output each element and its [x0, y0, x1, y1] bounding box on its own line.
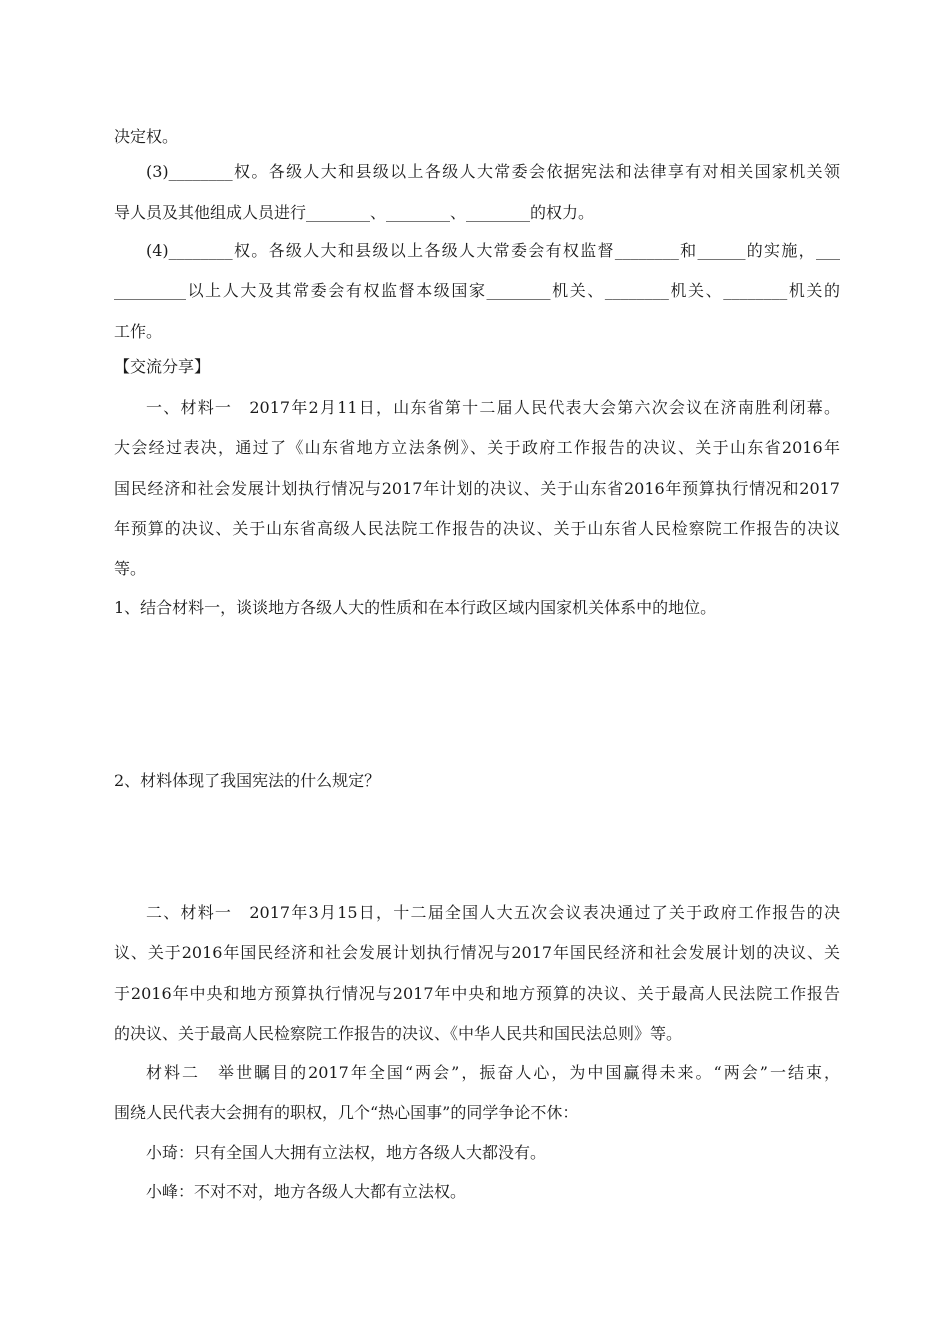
material-one-line: 大会经过表决，通过了《山东省地方立法条例》、关于政府工作报告的决议、关于山东省2016年 [114, 438, 840, 457]
dialogue-line: 小峰：不对不对，地方各级人大都有立法权。 [146, 1182, 467, 1201]
material-one-line: 等。 [114, 559, 147, 578]
fill-in-line-4: _________以上人大及其常委会有权监督本级国家________机关、________机关、________机关的 [114, 281, 840, 300]
fill-in-line-2: 导人员及其他组成人员进行________、________、________的权力。 [114, 203, 595, 222]
material-two-line: 于2016年中央和地方预算执行情况与2017年中央和地方预算的决议、关于最高人民法院工作报告 [114, 984, 840, 1003]
material-two-sub-line: 材料二 举世瞩目的2017年全国“两会”，振奋人心，为中国赢得未来。“两会”一结束， [146, 1063, 840, 1082]
question-2: 2、材料体现了我国宪法的什么规定？ [114, 771, 381, 790]
material-one-line: 年预算的决议、关于山东省高级人民法院工作报告的决议、关于山东省人民检察院工作报告的决议 [114, 519, 840, 538]
material-one-line: 一、材料一 2017年2月11日，山东省第十二届人民代表大会第六次会议在济南胜利闭幕。 [146, 398, 840, 417]
material-two-line: 二、材料一 2017年3月15日，十二届全国人大五次会议表决通过了关于政府工作报告的决 [146, 903, 840, 922]
fill-in-line-0: 决定权。 [114, 127, 179, 146]
question-1: 1、结合材料一，谈谈地方各级人大的性质和在本行政区域内国家机关体系中的地位。 [114, 598, 717, 617]
material-two-sub-line: 围绕人民代表大会拥有的职权，几个“热心国事”的同学争论不休： [114, 1103, 579, 1122]
material-one-line: 国民经济和社会发展计划执行情况与2017年计划的决议、关于山东省2016年预算执行情况和2017 [114, 479, 840, 498]
fill-in-line-3: (4)________权。各级人大和县级以上各级人大常委会有权监督________和______的实施，___ [146, 241, 840, 260]
fill-in-line-5: 工作。 [114, 322, 163, 341]
dialogue-line: 小琦：只有全国人大拥有立法权，地方各级人大都没有。 [146, 1143, 547, 1162]
section-title: 【交流分享】 [114, 357, 211, 376]
material-two-line: 议、关于2016年国民经济和社会发展计划执行情况与2017年国民经济和社会发展计划的决议、关 [114, 943, 840, 962]
fill-in-line-1: (3)________权。各级人大和县级以上各级人大常委会依据宪法和法律享有对相关国家机关领 [146, 162, 840, 181]
material-two-line: 的决议、关于最高人民检察院工作报告的决议、《中华人民共和国民法总则》等。 [114, 1024, 683, 1043]
